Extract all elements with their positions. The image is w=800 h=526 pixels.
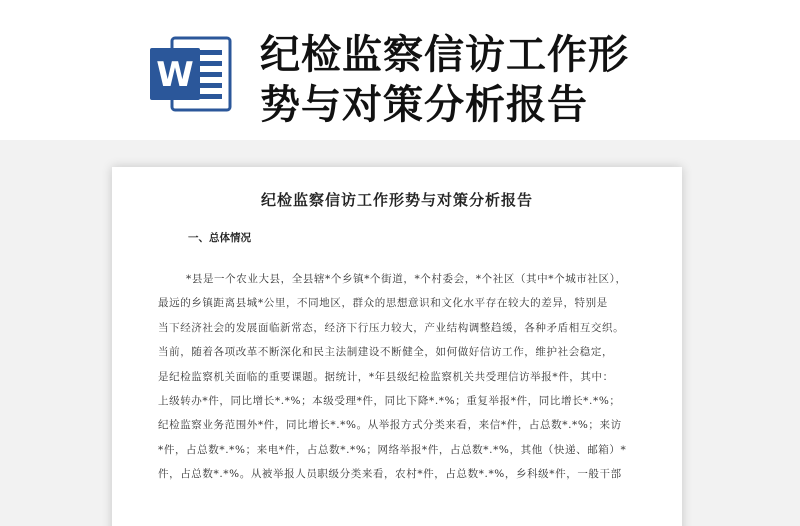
header-banner [0,0,800,140]
section-heading: 一、总体情况 [188,232,251,244]
word-logo-letter: W [156,55,194,95]
page-title [260,30,780,130]
document-page-preview [112,167,682,526]
body-line: 上级转办*件，同比增长*.*%；本级受理*件，同比下降*.*%；重复举报*件，同比增长*.*%； [158,394,621,407]
body-line: 纪检监察业务范围外*件，同比增长*.*%。从举报方式分类来看，来信*件，占总数*.*%；来访 [158,419,622,432]
document-body [158,267,658,487]
body-line: *县是一个农业大县，全县辖*个乡镇*个街道，*个村委会，*个社区（其中*个城市社区）， [186,273,627,285]
body-line: 件，占总数*.*%。从被举报人员职级分类来看，农村*件，占总数*.*%，乡科级*件，一般干部 [158,468,622,481]
page-title-line-1: 纪检监察信访工作形 [260,32,629,78]
word-document-icon [148,34,234,114]
document-title: 纪检监察信访工作形势与对策分析报告 [260,191,533,209]
body-line: 当下经济社会的发展面临新常态，经济下行压力较大，产业结构调整趋缓，各种矛盾相互交织。 [158,321,625,334]
body-line: 当前，随着各项改革不断深化和民主法制建设不断健全，如何做好信访工作，维护社会稳定， [158,346,614,359]
page-title-line-2: 势与对策分析报告 [260,82,588,128]
body-line: 是纪检监察机关面临的重要课题。据统计，*年县级纪检监察机关共受理信访举报*件，其中： [158,370,614,383]
body-line: 最远的乡镇距离县城*公里，不同地区，群众的思想意识和文化水平存在较大的差异，特别是 [158,297,608,310]
body-line: *件，占总数*.*%；来电*件，占总数*.*%；网络举报*件，占总数*.*%，其他（快递、邮箱）* [158,443,627,456]
